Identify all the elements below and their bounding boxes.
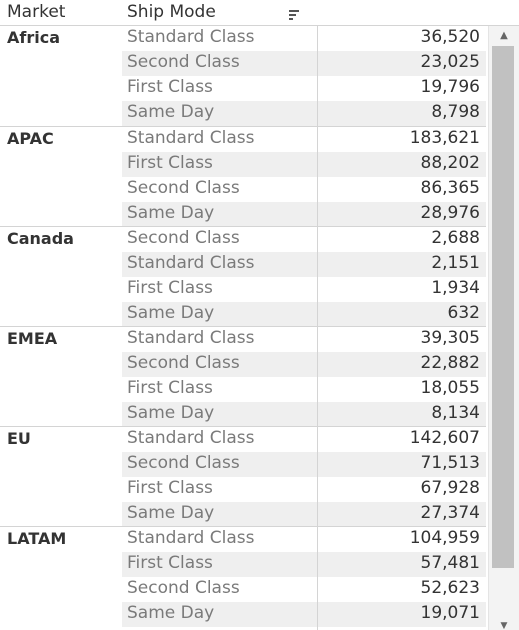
ship-mode-cell: Standard Class	[127, 253, 255, 273]
ship-mode-cell: Same Day	[127, 403, 215, 423]
value-cell: 39,305	[420, 328, 480, 348]
table-row	[122, 202, 486, 227]
market-label: EMEA	[7, 329, 58, 348]
value-cell: 86,365	[420, 178, 480, 198]
value-cell: 18,055	[420, 378, 480, 398]
market-group	[0, 26, 486, 126]
market-column-header[interactable]: Market	[7, 2, 66, 22]
ship-mode-cell: Second Class	[127, 578, 240, 598]
table-row	[122, 502, 486, 527]
ship-mode-cell: First Class	[127, 378, 213, 398]
table-row	[122, 602, 486, 627]
value-cell: 2,688	[431, 228, 480, 248]
table-row	[122, 577, 486, 602]
value-cell: 52,623	[420, 578, 480, 598]
ship-mode-cell: First Class	[127, 478, 213, 498]
ship-mode-cell: First Class	[127, 553, 213, 573]
value-cell: 19,796	[420, 77, 480, 97]
ship-mode-cell: First Class	[127, 278, 213, 298]
table-row	[122, 302, 486, 327]
ship-mode-cell: Same Day	[127, 603, 215, 623]
ship-mode-cell: Same Day	[127, 102, 215, 122]
ship-mode-cell: Second Class	[127, 453, 240, 473]
market-label: Canada	[7, 229, 74, 248]
table-body	[0, 26, 486, 630]
value-cell: 2,151	[431, 253, 480, 273]
ship-mode-column-header[interactable]: Ship Mode	[127, 2, 216, 22]
table-row	[122, 327, 486, 352]
table-row	[122, 352, 486, 377]
market-label: EU	[7, 429, 31, 448]
market-group	[0, 426, 486, 526]
value-cell: 19,071	[420, 603, 480, 623]
table-row	[122, 277, 486, 302]
value-cell: 1,934	[431, 278, 480, 298]
market-label: Africa	[7, 28, 60, 47]
table-row	[122, 527, 486, 552]
ship-mode-cell: Standard Class	[127, 328, 255, 348]
table-row	[122, 177, 486, 202]
table-row	[122, 402, 486, 427]
table-row	[122, 101, 486, 126]
table-row	[122, 452, 486, 477]
value-cell: 142,607	[409, 428, 480, 448]
table-header	[0, 0, 519, 26]
value-cell: 8,134	[431, 403, 480, 423]
table-row	[122, 552, 486, 577]
ship-mode-cell: Second Class	[127, 178, 240, 198]
ship-mode-cell: Standard Class	[127, 128, 255, 148]
ship-mode-cell: Second Class	[127, 228, 240, 248]
table-row	[122, 427, 486, 452]
value-cell: 88,202	[420, 153, 480, 173]
table-row	[122, 377, 486, 402]
value-cell: 23,025	[420, 52, 480, 72]
ship-mode-cell: Standard Class	[127, 528, 255, 548]
ship-mode-cell: First Class	[127, 153, 213, 173]
value-cell: 104,959	[409, 528, 480, 548]
ship-mode-cell: Second Class	[127, 52, 240, 72]
ship-mode-cell: Same Day	[127, 503, 215, 523]
market-group	[0, 326, 486, 426]
table-row	[122, 76, 486, 101]
chevron-down-icon[interactable]: ▼	[500, 621, 508, 630]
scroll-thumb[interactable]	[492, 46, 514, 568]
value-cell: 8,798	[431, 102, 480, 122]
table-row	[122, 152, 486, 177]
table-row	[122, 252, 486, 277]
value-cell: 71,513	[420, 453, 480, 473]
value-cell: 22,882	[420, 353, 480, 373]
sort-icon[interactable]	[289, 10, 299, 22]
vertical-scrollbar[interactable]	[488, 26, 519, 630]
value-cell: 632	[447, 303, 480, 323]
value-cell: 27,374	[420, 503, 480, 523]
market-label: APAC	[7, 129, 54, 148]
table-row	[122, 477, 486, 502]
market-group	[0, 126, 486, 226]
value-cell: 28,976	[420, 203, 480, 223]
ship-mode-cell: Same Day	[127, 203, 215, 223]
table-row	[122, 227, 486, 252]
value-cell: 67,928	[420, 478, 480, 498]
market-group	[0, 226, 486, 326]
table-row	[122, 51, 486, 76]
ship-mode-cell: Standard Class	[127, 428, 255, 448]
table-row	[122, 127, 486, 152]
value-cell: 36,520	[420, 27, 480, 47]
market-label: LATAM	[7, 529, 67, 548]
chevron-up-icon[interactable]: ▲	[500, 30, 508, 41]
market-group	[0, 526, 486, 626]
column-divider	[317, 26, 318, 630]
value-cell: 57,481	[420, 553, 480, 573]
value-cell: 183,621	[409, 128, 480, 148]
table-row	[122, 26, 486, 51]
ship-mode-cell: First Class	[127, 77, 213, 97]
ship-mode-cell: Standard Class	[127, 27, 255, 47]
ship-mode-cell: Second Class	[127, 353, 240, 373]
ship-mode-cell: Same Day	[127, 303, 215, 323]
